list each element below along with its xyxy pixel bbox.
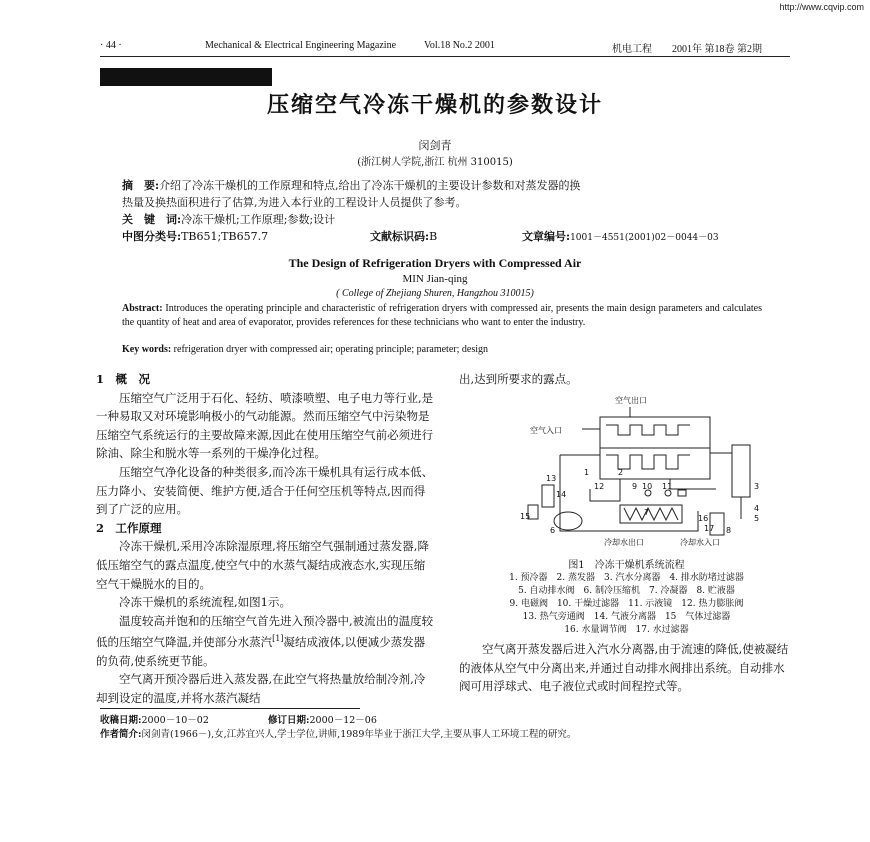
component-number: 14 (556, 490, 567, 499)
keywords-en-text: refrigeration dryer with compressed air; operating principle; parameter; design (173, 344, 488, 355)
author-bio (100, 726, 800, 740)
abstract-cn-line1 (122, 177, 581, 194)
air-inlet-label: 空气入口 (530, 426, 562, 435)
component-number: 3 (754, 482, 760, 491)
bio-label: 作者简介: (100, 729, 142, 740)
component-number: 13 (546, 474, 557, 483)
component-number: 4 (754, 504, 760, 513)
component-number: 9 (632, 482, 638, 491)
condenser-coil (624, 508, 678, 520)
paragraph (96, 612, 436, 671)
revised-date (268, 712, 377, 726)
citation: [1] (272, 634, 284, 644)
bio-text: 闵剑青(1966－),女,江苏宜兴人,学士学位,讲师,1989年毕业于浙江大学,主要从事人工环境工程的研究。 (141, 729, 577, 740)
keywords-en (122, 344, 762, 355)
paragraph: 压缩空气广泛用于石化、轻纺、喷漆喷塑、电子电力等行业,是一种易取又对环境影响极小的气动能源。然而压缩空气中污染物是压缩空气系统运行的主要故障来源,因此在使用压缩空气前必须进行除油、除尘和脱水等一系列的干燥净化过程。 (96, 390, 434, 461)
revised-label: 修订日期: (268, 715, 310, 726)
received-value: 2000－10－02 (141, 715, 209, 726)
section-heading-1: 1 概 况 (96, 372, 151, 386)
keywords-cn (122, 211, 335, 228)
gas-liquid-separator (542, 485, 554, 507)
article-value: 1001－4551(2001)02－0044－03 (570, 233, 719, 243)
component-number: 12 (594, 482, 605, 491)
paragraph: 冷冻干燥机,采用冷冻除湿原理,将压缩空气强制通过蒸发器,降低压缩空气的露点温度,使空气中的水蒸气凝结成液态水,实现压缩空气干燥脱水的目的。 (96, 539, 429, 591)
footnote-rule (100, 708, 360, 709)
article-label: 文章编号: (522, 230, 571, 243)
separator (732, 445, 750, 497)
journal-name-cn: 机电工程 (612, 44, 652, 55)
doc-code (370, 228, 437, 245)
legend-line: 9. 电磁阀 10. 干燥过滤器 11. 示液镜 12. 热力膨胀阀 (509, 599, 744, 609)
component-number: 7 (644, 508, 650, 517)
revised-value: 2000－12－06 (309, 715, 377, 726)
legend-line: 16. 水量调节阀 17. 水过滤器 (564, 625, 689, 635)
paper-title: 压缩空气冷冻干燥机的参数设计 (266, 92, 603, 118)
legend-line: 5. 自动排水阀 6. 制冷压缩机 7. 冷凝器 8. 贮液器 (518, 586, 735, 596)
received-date (100, 712, 209, 726)
system-flow-diagram (520, 393, 770, 548)
doc-label: 文献标识码: (370, 230, 430, 243)
author: 闵剑青 (418, 139, 452, 152)
page-number: · 44 · (100, 40, 122, 51)
cooling-water-inlet-label: 冷却水入口 (680, 538, 720, 547)
figure-legend (459, 572, 794, 637)
abstract-text-1: 介绍了冷冻干燥机的工作原理和特点,给出了冷冻干燥机的主要设计参数和对蒸发器的换 (159, 179, 581, 192)
cooling-water-outlet-label: 冷却水出口 (604, 538, 644, 547)
air-outlet-label: 空气出口 (615, 396, 647, 405)
affiliation: (浙江树人学院,浙江 杭州 310015) (357, 157, 513, 168)
component-number: 16 (698, 514, 709, 523)
abstract-en-text: Introduces the operating principle and characteristic of refrigeration dryers with compressed air, presents the main design parameters and calculates the quantity of heat and area of evaporator, provides references for these technicians who want to enter the industry. (122, 303, 762, 328)
keywords-label: 关 键 词: (122, 213, 182, 226)
clc-value: TB651;TB657.7 (181, 230, 269, 243)
section-bar (100, 68, 272, 86)
component-number: 17 (704, 524, 715, 533)
component-number: 10 (642, 482, 653, 491)
header-rule (100, 56, 790, 57)
issue-cn: 2001年 第18卷 第2期 (672, 44, 762, 55)
affiliation-en: ( College of Zhejiang Shuren, Hangzhou 310015) (336, 288, 534, 299)
paragraph-part: 温度较高并饱和的压缩空气首先进入预冷器中,被流出的温度较低的压缩空气降温,并使部分水蒸汽 (96, 613, 434, 650)
paragraph: 冷冻干燥机的系统流程,如图1示。 (119, 595, 291, 610)
component-number: 1 (584, 468, 590, 477)
component-number: 11 (662, 482, 673, 491)
evaporator-coil (606, 455, 690, 469)
article-number (522, 228, 719, 247)
received-label: 收稿日期: (100, 715, 142, 726)
figure-caption: 图1 冷冻干燥机系统流程 (568, 560, 685, 571)
legend-line: 1. 预冷器 2. 蒸发器 3. 汽水分离器 4. 排水防堵过滤器 (509, 573, 744, 583)
watermark-url: http://www.cqvip.com (779, 2, 864, 12)
section-heading-2: 2 工作原理 (96, 520, 162, 535)
abstract-en-label: Abstract: (122, 303, 163, 314)
keywords-text: 冷冻干燥机;工作原理;参数;设计 (181, 213, 336, 226)
precooler-coil (606, 425, 690, 435)
abstract-label: 摘 要: (122, 179, 160, 192)
component-number: 8 (726, 526, 732, 535)
issue-en: Vol.18 No.2 2001 (424, 40, 495, 51)
compressor (554, 512, 582, 530)
paragraph: 压缩空气净化设备的种类很多,而冷冻干燥机具有运行成本低、压力降小、安装简便、维护方便,适合于任何空压机等特点,因而得到了广泛的应用。 (96, 464, 434, 517)
author-en: MIN Jian-qing (402, 273, 468, 285)
keywords-en-label: Key words: (122, 344, 172, 355)
component-number: 15 (520, 512, 531, 521)
dryer-filter (678, 490, 686, 496)
abstract-en (122, 302, 762, 330)
abstract-cn-line2: 热量及换热面积进行了估算,为进入本行业的工程设计人员提供了参考。 (122, 196, 467, 209)
title-en: The Design of Refrigeration Dryers with Compressed Air (288, 256, 582, 270)
paragraph: 空气离开预冷器后进入蒸发器,在此空气将热量放给制冷剂,冷却到设定的温度,并将水蒸汽凝结 (96, 672, 426, 705)
journal-name-en: Mechanical & Electrical Engineering Magazine (205, 40, 397, 51)
paragraph-part: 凝结成液体,以便减少蒸发器的负荷,使系统更节能。 (96, 635, 426, 668)
component-number: 5 (754, 514, 760, 523)
legend-line: 13. 热气旁通阀 14. 气液分离器 15 气体过滤器 (522, 612, 731, 622)
doc-value: B (429, 230, 438, 243)
paragraph: 空气离开蒸发器后进入汽水分离器,由于流速的降低,使被凝结的液体从空气中分离出来,并通过自动排水阀排出系统。自动排水阀可用浮球式、电子液位式或时间程控式等。 (459, 642, 789, 694)
clc-label: 中图分类号: (122, 230, 182, 243)
left-column (96, 370, 436, 708)
clc-code (122, 228, 268, 245)
component-number: 6 (550, 526, 556, 535)
component-number: 2 (618, 468, 624, 477)
right-column-top: 出,达到所要求的露点。 (459, 372, 578, 386)
